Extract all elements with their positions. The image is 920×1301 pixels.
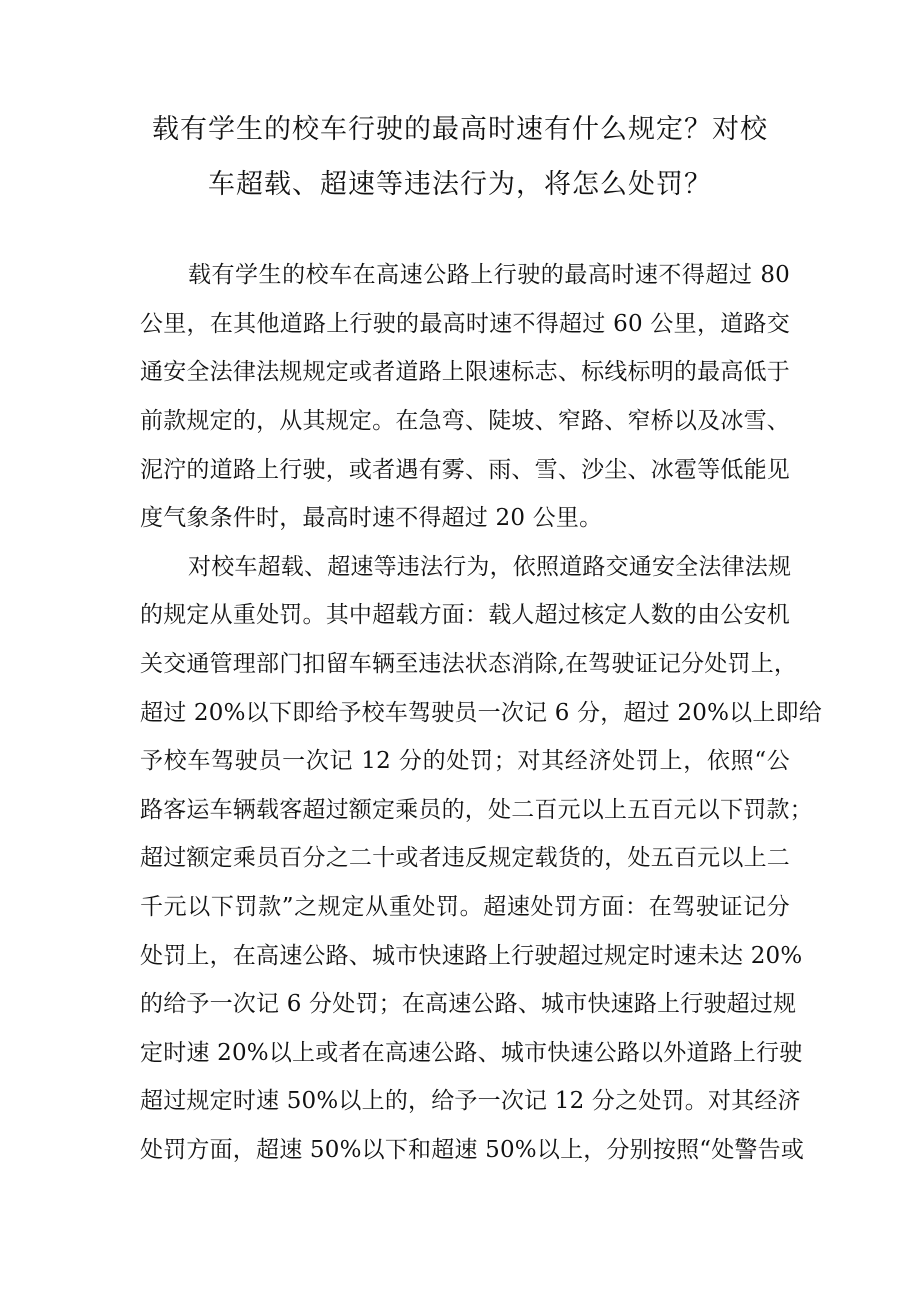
paragraph-2-line-13: 处罚方面，超速 50%以下和超速 50%以上，分别按照“处警告或 xyxy=(140,1137,805,1163)
document-title-line-1: 载有学生的校车行驶的最高时速有什么规定？对校 xyxy=(152,114,768,145)
paragraph-2-line-10: 的给予一次记 6 分处罚；在高速公路、城市快速路上行驶超过规 xyxy=(140,991,797,1017)
document-title-line-2: 车超载、超速等违法行为，将怎么处罚？ xyxy=(208,169,712,200)
paragraph-2-line-5: 予校车驾驶员一次记 12 分的处罚；对其经济处罚上，依照“公 xyxy=(140,748,790,774)
paragraph-2-line-1: 对校车超载、超速等违法行为，依照道路交通安全法律法规 xyxy=(188,554,792,580)
paragraph-1-line-5: 泥泞的道路上行驶，或者遇有雾、雨、雪、沙尘、冰雹等低能见 xyxy=(140,457,790,483)
paragraph-1-line-6: 度气象条件时，最高时速不得超过 20 公里。 xyxy=(140,505,603,531)
paragraph-2-line-11: 定时速 20%以上或者在高速公路、城市快速公路以外道路上行驶 xyxy=(140,1040,803,1066)
paragraph-1-line-1: 载有学生的校车在高速公路上行驶的最高时速不得超过 80 xyxy=(188,262,790,288)
paragraph-2-line-2: 的规定从重处罚。其中超载方面：载人超过核定人数的由公安机 xyxy=(140,602,790,628)
paragraph-1-line-4: 前款规定的，从其规定。在急弯、陡坡、窄路、窄桥以及冰雪、 xyxy=(140,408,790,434)
paragraph-2-line-8: 千元以下罚款”之规定从重处罚。超速处罚方面：在驾驶证记分 xyxy=(140,894,790,920)
paragraph-2-line-4: 超过 20%以下即给予校车驾驶员一次记 6 分，超过 20%以上即给 xyxy=(140,700,822,726)
paragraph-1-line-2: 公里，在其他道路上行驶的最高时速不得超过 60 公里，道路交 xyxy=(140,311,790,337)
paragraph-2-line-6: 路客运车辆载客超过额定乘员的，处二百元以上五百元以下罚款； xyxy=(140,797,813,823)
paragraph-1-line-3: 通安全法律法规规定或者道路上限速标志、标线标明的最高低于 xyxy=(140,359,790,385)
paragraph-2-line-12: 超过规定时速 50%以上的，给予一次记 12 分之处罚。对其经济 xyxy=(140,1088,801,1114)
paragraph-2-line-7: 超过额定乘员百分之二十或者违反规定载货的，处五百元以上二 xyxy=(140,845,790,871)
paragraph-2-line-3: 关交通管理部门扣留车辆至违法状态消除,在驾驶证记分处罚上， xyxy=(140,651,798,677)
paragraph-2-line-9: 处罚上，在高速公路、城市快速路上行驶超过规定时速未达 20% xyxy=(140,943,803,969)
